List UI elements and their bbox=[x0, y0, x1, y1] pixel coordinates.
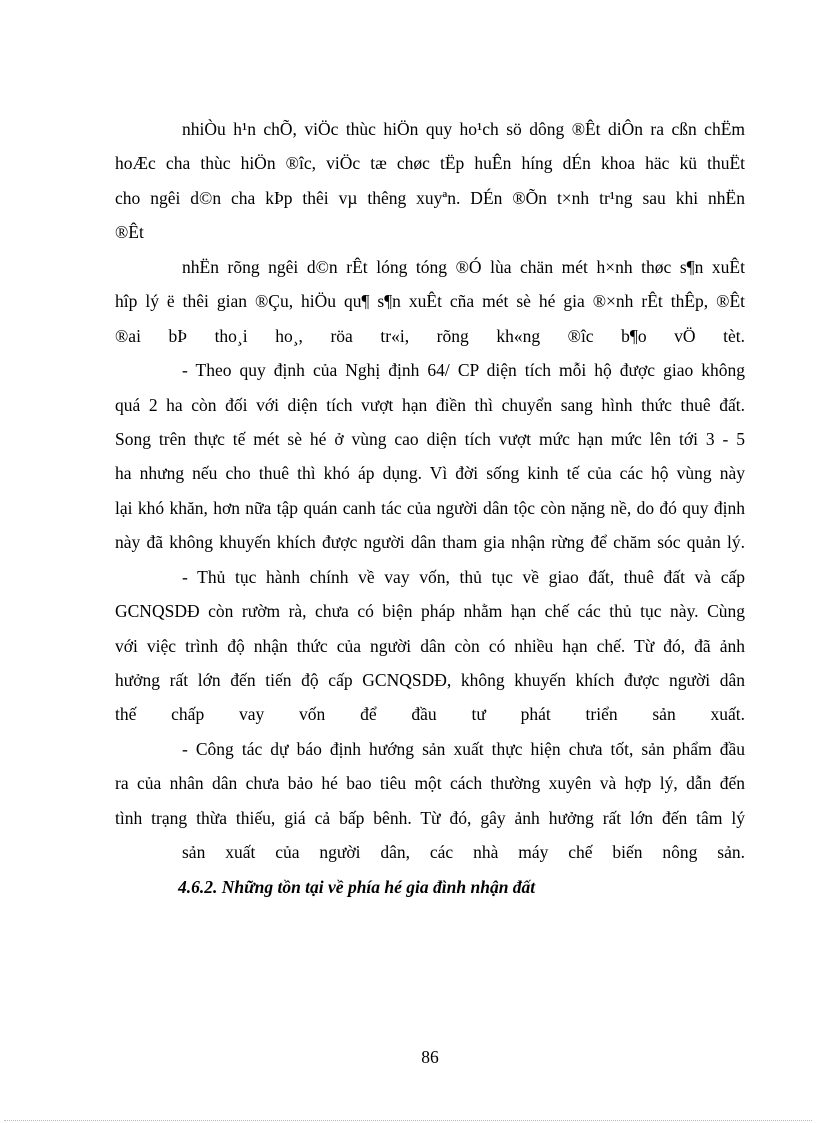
page-bottom-edge bbox=[4, 1120, 812, 1121]
paragraph-4-line-2: GCNQSDĐ còn rườm rà, chưa có biện pháp nhằm hạn chế các thủ tục này. Cùng bbox=[115, 601, 745, 622]
page-number: 86 bbox=[421, 1047, 439, 1067]
paragraph-3-line-5: lại khó khăn, hơn nữa tập quán canh tác của người dân tộc còn nặng nề, do đó quy định bbox=[115, 497, 745, 518]
paragraph-4-line-3: với việc trình độ nhận thức của người dân còn có nhiều hạn chế. Từ đó, đã ảnh bbox=[115, 635, 745, 656]
page-footer bbox=[115, 1040, 745, 1074]
paragraph-1-line-4: ®Êt bbox=[115, 222, 144, 243]
paragraph-3-line-3: Song trên thực tế mét sè hé ở vùng cao diện tích vượt mức hạn mức lên tới 3 - 5 bbox=[115, 428, 745, 449]
paragraph-1-line-3: cho ngêi d©n cha kÞp thêi vµ thêng xuyªn. DÉn ®Õn t×nh tr¹ng sau khi nhËn bbox=[115, 187, 745, 208]
paragraph-2-line-1: nhËn rõng ngêi d©n rÊt lóng tóng ®Ó lùa chän mét h×nh thøc s¶n xuÊt bbox=[182, 256, 745, 277]
paragraph-3-line-4: ha nhưng nếu cho thuê thì khó áp dụng. Vì đời sống kinh tế của các hộ vùng này bbox=[115, 463, 745, 484]
text-block bbox=[115, 112, 745, 904]
paragraph-3-line-1: - Theo quy định của Nghị định 64/ CP diện tích mỗi hộ được giao không bbox=[182, 360, 745, 381]
paragraph-3-line-2: quá 2 ha còn đối với diện tích vượt hạn điền thì chuyển sang hình thức thuê đất. bbox=[115, 394, 745, 415]
paragraph-2-line-2: hîp lý ë thêi gian ®Çu, hiÖu qu¶ s¶n xuÊt cña mét sè hé gia ®×nh rÊt thÊp, ®Êt bbox=[115, 291, 745, 312]
section-heading: 4.6.2. Những tồn tại về phía hé gia đình nhận đất bbox=[178, 876, 536, 897]
paragraph-5-line-1: - Công tác dự báo định hướng sản xuất thực hiện chưa tốt, sản phẩm đầu bbox=[182, 738, 745, 759]
paragraph-1-line-1: nhiÒu h¹n chÕ, viÖc thùc hiÖn quy ho¹ch sö dông ®Êt diÔn ra cßn chËm bbox=[182, 119, 745, 139]
paragraph-4-line-4: hưởng rất lớn đến tiến độ cấp GCNQSDĐ, không khuyến khích được người dân bbox=[115, 670, 745, 690]
paragraph-3-line-6: này đã không khuyến khích được người dân tham gia nhận rừng để chăm sóc quản lý. bbox=[115, 532, 745, 553]
paragraph-5-line-4: sản xuất của người dân, các nhà máy chế biến nông sản. bbox=[182, 842, 745, 863]
paragraph-5-line-3: tình trạng thừa thiếu, giá cả bấp bênh. Từ đó, gây ảnh hưởng rất lớn đến tâm lý bbox=[115, 807, 745, 828]
paragraph-4-line-1: - Thủ tục hành chính về vay vốn, thủ tục về giao đất, thuê đất và cấp bbox=[182, 566, 745, 587]
paragraph-2-line-3: ®ai bÞ tho¸i ho¸, röa tr«i, rõng kh«ng ®îc b¶o vÖ tèt. bbox=[115, 325, 745, 346]
paragraph-4-line-5: thế chấp vay vốn để đầu tư phát triển sản xuất. bbox=[115, 704, 745, 725]
paragraph-1-line-2: hoÆc cha thùc hiÖn ®îc, viÖc tæ chøc tËp huÊn híng dÉn khoa häc kü thuËt bbox=[115, 153, 745, 174]
paragraph-5-line-2: ra của nhân dân chưa bảo hé bao tiêu một cách thường xuyên và hợp lý, dẫn đến bbox=[115, 773, 745, 794]
